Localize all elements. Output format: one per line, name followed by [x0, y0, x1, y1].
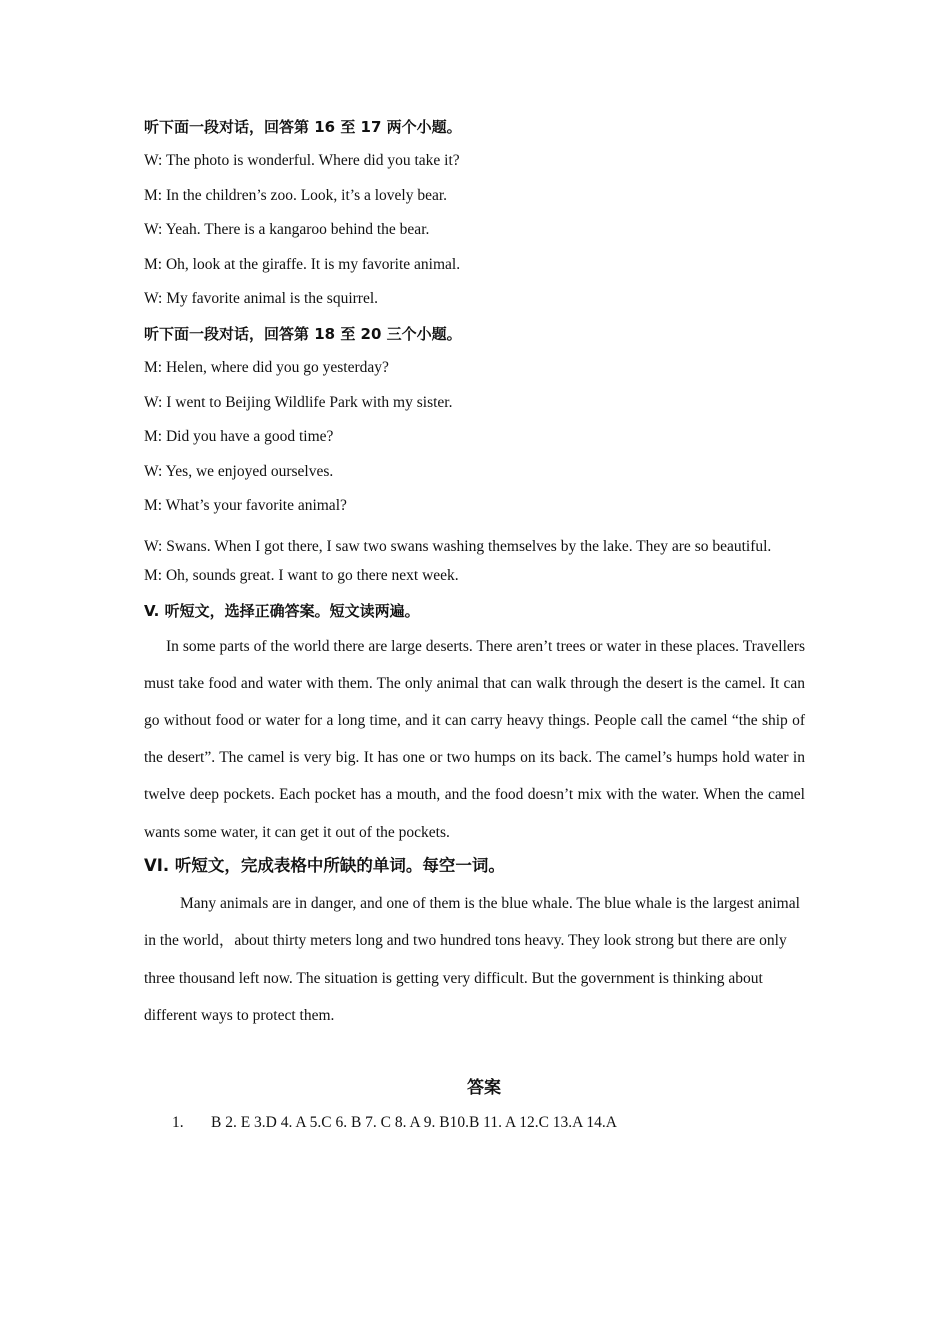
- passage-blue-whale: Many animals are in danger, and one of them is the blue whale. The blue whale is the largest animal in the world，about thirty meters long and two hundred tons heavy. They look strong but there are only three thousand left now. The situation is getting very difficult. But the government is thinking about different ways to protect them.: [144, 894, 800, 1024]
- passage-camel: In some parts of the world there are large deserts. There aren’t trees or water in these places. Travellers must take food and water with them. The only animal that can walk through the desert is the camel. It can go without food or water for a long time, and it can carry heavy things. People call the camel “the ship of the desert”. The camel is very big. It has one or two humps on its back. The camel’s humps hold water in twelve deep pockets. Each pocket has a mouth, and the food doesn’t mix with the water. When the camel wants some water, it can get it out of the pockets.: [144, 637, 805, 841]
- answers-title: 答案: [467, 1078, 501, 1098]
- dialogue-line: M: Oh, look at the giraffe. It is my favorite animal.: [144, 255, 461, 273]
- answers-list: [172, 1110, 617, 1136]
- dialogue-line: M: In the children’s zoo. Look, it’s a lovely bear.: [144, 186, 448, 204]
- dialogue-line: W: Yes, we enjoyed ourselves.: [144, 462, 334, 480]
- answer-number: 1.: [172, 1114, 184, 1131]
- section-heading-v: V. 听短文，选择正确答案。短文读两遍。: [144, 601, 420, 620]
- dialogue-line: M: Did you have a good time?: [144, 428, 334, 446]
- section-heading-18-20: 听下面一段对话，回答第 18 至 20 三个小题。: [144, 324, 462, 343]
- section-heading-16-17: 听下面一段对话，回答第 16 至 17 两个小题。: [144, 118, 462, 136]
- section-heading-vi: VI. 听短文，完成表格中所缺的单词。每空一词。: [144, 855, 505, 875]
- dialogue-line: M: What’s your favorite animal?: [144, 497, 347, 515]
- dialogue-line: W: Yeah. There is a kangaroo behind the bear.: [144, 221, 430, 239]
- dialogue-line: W: I went to Beijing Wildlife Park with my sister.: [144, 393, 453, 411]
- dialogue-line-long: W: Swans. When I got there, I saw two swans washing themselves by the lake. They are so beautiful.: [144, 537, 772, 555]
- document-content: [144, 114, 805, 1034]
- answer-text: B 2. E 3.D 4. A 5.C 6. B 7. C 8. A 9. B10.B 11. A 12.C 13.A 14.A: [211, 1114, 617, 1131]
- dialogue-line: M: Oh, sounds great. I want to go there next week.: [144, 566, 459, 584]
- dialogue-line: W: My favorite animal is the squirrel.: [144, 290, 379, 308]
- dialogue-line: M: Helen, where did you go yesterday?: [144, 358, 389, 376]
- dialogue-line: W: The photo is wonderful. Where did you take it?: [144, 152, 460, 169]
